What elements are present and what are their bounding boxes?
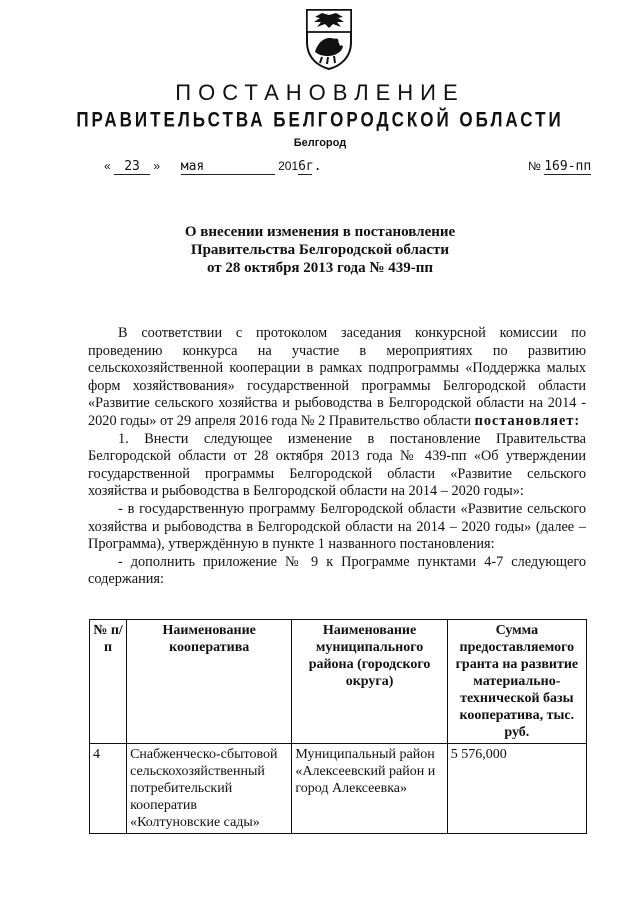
- cell-cooperative: Снабженческо-сбытовой сельскохозяйственный потребительский кооператив «Колтуновские сады»: [127, 744, 292, 834]
- paragraph-program: - в государственную программу Белгородской области «Развитие сельского хозяйства и рыбоводства в Белгородской области на 2014 – 2020 годы» (далее – Программа), утверждённую в пункте 1 названного постановления:: [88, 500, 586, 553]
- issuer-name: ПРАВИТЕЛЬСТВА БЕЛГОРОДСКОЙ ОБЛАСТИ: [76, 107, 564, 132]
- date-close-quote: »: [153, 159, 161, 173]
- document-heading: [0, 223, 640, 277]
- date-year-suffix: 6г.: [298, 159, 322, 174]
- paragraph-preamble: [88, 325, 586, 431]
- heading-line-3: от 28 октября 2013 года № 439-пп: [206, 260, 433, 276]
- paragraph-append: - дополнить приложение № 9 к Программе пунктами 4-7 следующего содержания:: [88, 553, 586, 588]
- cell-district: Муниципальный район «Алексеевский район и город Алексеевка»: [292, 744, 447, 834]
- document-body: [88, 325, 586, 589]
- table-row: [90, 744, 587, 834]
- date-open-quote: «: [104, 159, 111, 173]
- coat-of-arms-icon: [304, 8, 354, 70]
- heading-line-2: Правительства Белгородской области: [190, 242, 450, 258]
- cell-number: 4: [90, 744, 127, 834]
- grant-table: [89, 619, 587, 834]
- preamble-text: В соответствии с протоколом заседания конкурсной комиссии по проведению конкурса на участие в мероприятиях по развитию сельскохозяйственной кооперации в рамках подпрограммы «Поддержка малых форм хозяйствования» государственной программы Белгородской области «Развитие сельского хозяйства и рыбоводства в Белгородской области на 2014 - 2020 годы» от 29 апреля 2016 года № 2 Правительство области: [88, 325, 586, 429]
- document-date: [104, 159, 322, 175]
- table-header-row: [90, 620, 587, 744]
- header-amount: Сумма предоставляемого гранта на развитие материально-технической базы кооператива, тыс. руб.: [447, 620, 586, 744]
- resolution-verb: постановляет:: [474, 412, 581, 429]
- cell-amount: 5 576,000: [447, 744, 586, 834]
- header-number: № п/п: [90, 620, 127, 744]
- date-year-prefix: 201: [278, 159, 299, 173]
- document-title: ПОСТАНОВЛЕНИЕ: [175, 80, 465, 105]
- number-value: 169-пп: [544, 159, 592, 174]
- header-district: Наименование муниципального района (городского округа): [292, 620, 447, 744]
- date-day: 23: [114, 159, 150, 175]
- heading-line-1: О внесении изменения в постановление: [184, 224, 456, 240]
- number-label: №: [528, 159, 541, 173]
- header-cooperative: Наименование кооператива: [127, 620, 292, 744]
- city-name: Белгород: [293, 137, 347, 149]
- document-number: [528, 159, 591, 174]
- paragraph-item-1: 1. Внести следующее изменение в постановление Правительства Белгородской области от 28 октября 2013 года № 439-пп «Об утверждении государственной программы Белгородской области «Развитие сельского хозяйства и рыбоводства в Белгородской области на 2014 – 2020 годы»:: [88, 430, 586, 500]
- date-month: мая: [181, 159, 275, 175]
